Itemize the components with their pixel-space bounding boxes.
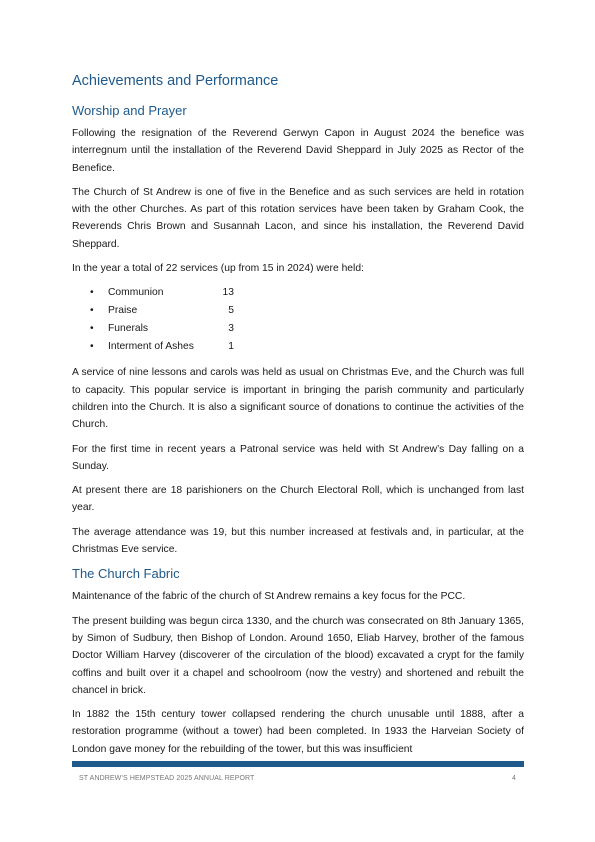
service-name: Praise — [108, 305, 138, 317]
service-count: 13 — [222, 287, 234, 299]
worship-paragraph-5: For the first time in recent years a Patronal service was held with St Andrew’s Day falling on a Sunday. — [72, 443, 524, 472]
fabric-paragraph-3: In 1882 the 15th century tower collapsed rendering the church unusable until 1888, after a restoration programme (without a tower) had been completed. In 1933 the Harveian Society of London gave money for the rebuilding of the tower, but this was insufficient — [72, 709, 524, 755]
worship-paragraph-3: In the year a total of 22 services (up from 15 in 2024) were held: — [72, 263, 364, 275]
services-list — [72, 284, 524, 356]
page-number: 4 — [512, 775, 516, 782]
worship-paragraph-2: The Church of St Andrew is one of five in the Benefice and as such services are held in rotation with the other Churches. As part of this rotation services have been taken by Graham Cook, the Reverends Chris Brown and Susannah Lacon, and since his installation, the Reverend David Sheppard. — [72, 186, 524, 250]
section-title: Achievements and Performance — [72, 73, 279, 89]
service-count: 1 — [228, 341, 234, 353]
page-content — [72, 72, 524, 765]
list-item — [72, 320, 524, 338]
worship-paragraph-4: A service of nine lessons and carols was held as usual on Christmas Eve, and the Church was full to capacity. This popular service is important in bringing the parish community and particularly children into the Church. It is also a significant source of donations to continue the activities of the Church. — [72, 367, 524, 431]
bullet-icon: • — [90, 305, 94, 317]
list-item — [72, 338, 524, 356]
service-count: 3 — [228, 323, 234, 335]
bullet-icon: • — [90, 341, 94, 353]
service-count: 5 — [228, 305, 234, 317]
worship-paragraph-1: Following the resignation of the Reverend Gerwyn Capon in August 2024 the benefice was interregnum until the installation of the Reverend David Sheppard in July 2025 as Rector of the Benefice. — [72, 128, 524, 174]
worship-heading: Worship and Prayer — [72, 103, 187, 118]
fabric-paragraph-2: The present building was begun circa 1330, and the church was consecrated on 8th January 1365, by Simon of Sudbury, then Bishop of London. Around 1650, Eliab Harvey, brother of the famous Doctor William Harvey (discoverer of the circulation of the blood) excavated a crypt for the family coffins and built over it a chapel and schoolroom (now the vestry) and shortened and rebuilt the chancel in brick. — [72, 615, 524, 696]
fabric-paragraph-1: Maintenance of the fabric of the church of St Andrew remains a key focus for the PCC. — [72, 591, 466, 603]
worship-paragraph-6: At present there are 18 parishioners on the Church Electoral Roll, which is unchanged from last year. — [72, 485, 524, 514]
list-item — [72, 302, 524, 320]
footer-title: ST ANDREW’S HEMPSTEAD 2025 ANNUAL REPORT — [79, 775, 255, 782]
worship-paragraph-7: The average attendance was 19, but this number increased at festivals and, in particular, at the Christmas Eve service. — [72, 526, 524, 556]
fabric-heading: The Church Fabric — [72, 566, 180, 582]
service-name: Communion — [108, 287, 164, 299]
bullet-icon: • — [90, 323, 94, 335]
footer-rule — [72, 761, 524, 767]
service-name: Interment of Ashes — [108, 341, 194, 353]
list-item — [72, 284, 524, 302]
bullet-icon: • — [90, 287, 94, 299]
service-name: Funerals — [108, 323, 149, 335]
